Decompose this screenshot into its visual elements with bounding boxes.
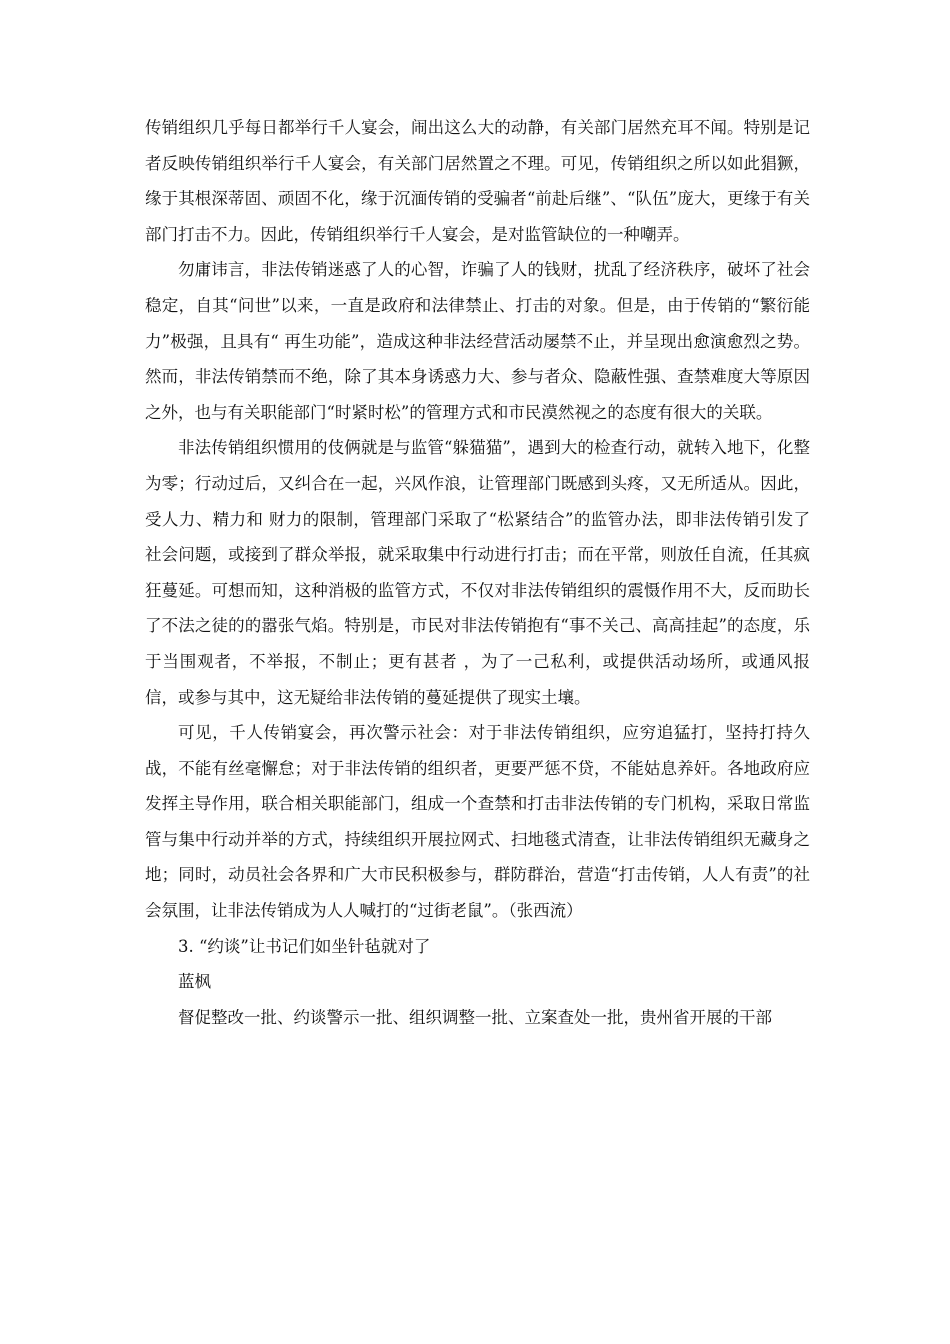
paragraph-3: 非法传销组织惯用的伎俩就是与监管“躲猫猫”，遇到大的检查行动，就转入地下，化整为零；行动过后，又纠合在一起，兴风作浪，让管理部门既感到头疼，又无所适从。因此，受人力、精力和 财力的限制，管理部门采取了“松紧结合”的监管办法，即非法传销引发了社会问题，或接到了群众举报，就采取集中行动进行打击；而在平常，则放任自流，任其疯狂蔓延。可想而知，这种消极的监管方式，不仅对非法传销组织的震慑作用不大，反而助长了不法之徒的的嚣张气焰。特别是，市民对非法传销抱有“事不关己、高高挂起”的态度，乐于当围观者，不举报，不制止；更有甚者 ，为了一己私利，或提供活动场所，或通风报信，或参与其中，这无疑给非法传销的蔓延提供了现实土壤。 xyxy=(145,438,810,707)
paragraph-5: 督促整改一批、约谈警示一批、组织调整一批、立案查处一批，贵州省开展的干部 xyxy=(178,1007,772,1027)
document-page xyxy=(145,110,810,1035)
section-heading: 3. “约谈”让书记们如坐针毡就对了 xyxy=(178,936,431,956)
paragraph-2: 勿庸讳言，非法传销迷惑了人的心智，诈骗了人的钱财，扰乱了经济秩序，破坏了社会稳定，自其“问世”以来，一直是政府和法律禁止、打击的对象。但是，由于传销的“繁衍能力”极强，且具有“ 再生功能”，造成这种非法经营活动屡禁不止，并呈现出愈演愈烈之势。然而，非法传销禁而不绝，除了其本身诱惑力大、参与者众、隐蔽性强、查禁难度大等原因之外，也与有关职能部门“时紧时松”的管理方式和市民漠然视之的态度有很大的关联。 xyxy=(145,260,810,422)
paragraph-1: 传销组织几乎每日都举行千人宴会，闹出这么大的动静，有关部门居然充耳不闻。特别是记者反映传销组织举行千人宴会，有关部门居然置之不理。可见，传销组织之所以如此猖獗，缘于其根深蒂固、顽固不化，缘于沉湎传销的受骗者“前赴后继”、“队伍”庞大，更缘于有关部门打击不力。因此，传销组织举行千人宴会，是对监管缺位的一种嘲弄。 xyxy=(145,118,810,244)
paragraph-4: 可见，千人传销宴会，再次警示社会：对于非法传销组织，应穷追猛打，坚持打持久战，不能有丝毫懈怠；对于非法传销的组织者，更要严惩不贷，不能姑息养奸。各地政府应发挥主导作用，联合相关职能部门，组成一个查禁和打击非法传销的专门机构，采取日常监管与集中行动并举的方式，持续组织开展拉网式、扫地毯式清查，让非法传销组织无藏身之地；同时，动员社会各界和广大市民积极参与，群防群治，营造“打击传销，人人有责”的社会氛围，让非法传销成为人人喊打的“过街老鼠”。（张西流） xyxy=(145,723,810,921)
author-line: 蓝枫 xyxy=(178,972,211,992)
